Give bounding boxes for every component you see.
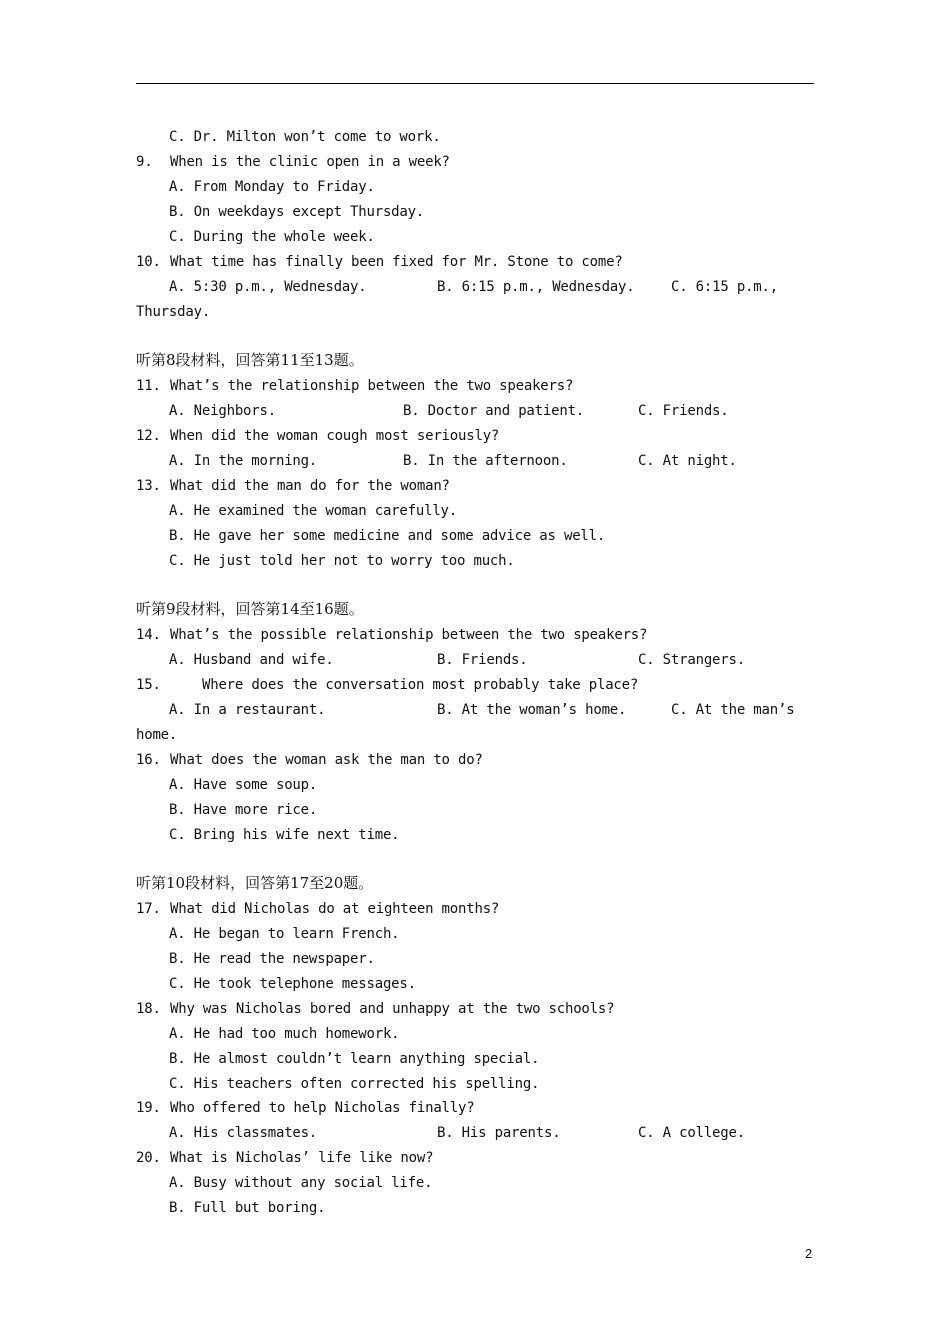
q14-option-b: B. Friends. bbox=[437, 652, 528, 668]
question-20 bbox=[136, 1146, 433, 1171]
question-number: 12. bbox=[136, 428, 161, 444]
q13-option-a: A. He examined the woman carefully. bbox=[169, 503, 458, 519]
question-number: 10. bbox=[136, 254, 161, 270]
q19-options bbox=[169, 1121, 814, 1146]
q15-option-b: B. At the woman’s home. bbox=[437, 702, 627, 718]
question-10 bbox=[136, 250, 623, 275]
q12-option-c: C. At night. bbox=[638, 453, 737, 469]
question-text: What did Nicholas do at eighteen months? bbox=[170, 901, 500, 917]
q11-options bbox=[169, 399, 814, 424]
q11-option-c: C. Friends. bbox=[638, 403, 729, 419]
q16-option-a: A. Have some soup. bbox=[169, 777, 318, 793]
question-number: 15. bbox=[136, 677, 161, 693]
question-text: What does the woman ask the man to do? bbox=[170, 752, 483, 768]
question-text: What is Nicholas’ life like now? bbox=[170, 1150, 434, 1166]
question-text: Why was Nicholas bored and unhappy at the two schools? bbox=[170, 1001, 615, 1017]
q9-option-a: A. From Monday to Friday. bbox=[169, 179, 375, 195]
question-number: 13. bbox=[136, 478, 161, 494]
q15-options bbox=[169, 698, 814, 723]
question-text: When did the woman cough most seriously? bbox=[170, 428, 500, 444]
q11-option-b: B. Doctor and patient. bbox=[403, 403, 585, 419]
header-rule bbox=[136, 83, 814, 84]
question-12 bbox=[136, 424, 499, 449]
q18-option-b: B. He almost couldn’t learn anything special. bbox=[169, 1051, 540, 1067]
q18-option-c: C. His teachers often corrected his spelling. bbox=[169, 1076, 540, 1092]
section-10-heading: 听第10段材料，回答第17至20题。 bbox=[136, 874, 374, 892]
q12-option-b: B. In the afternoon. bbox=[403, 453, 568, 469]
question-text: When is the clinic open in a week? bbox=[170, 154, 450, 170]
q10-option-b: B. 6:15 p.m., Wednesday. bbox=[437, 279, 635, 295]
q10-option-a: A. 5:30 p.m., Wednesday. bbox=[169, 279, 367, 295]
q18-option-a: A. He had too much homework. bbox=[169, 1026, 400, 1042]
section-9-heading: 听第9段材料，回答第14至16题。 bbox=[136, 600, 364, 618]
question-17 bbox=[136, 897, 499, 922]
q12-option-a: A. In the morning. bbox=[169, 453, 318, 469]
q13-option-b: B. He gave her some medicine and some advice as well. bbox=[169, 528, 606, 544]
q15-option-c-continued: home. bbox=[136, 727, 178, 743]
question-text: What’s the relationship between the two speakers? bbox=[170, 378, 574, 394]
q14-option-c: C. Strangers. bbox=[638, 652, 745, 668]
q14-option-a: A. Husband and wife. bbox=[169, 652, 334, 668]
question-19 bbox=[136, 1096, 474, 1121]
question-number: 14. bbox=[136, 627, 161, 643]
q16-option-c: C. Bring his wife next time. bbox=[169, 827, 400, 843]
q10-option-c-continued: Thursday. bbox=[136, 304, 211, 320]
q10-options bbox=[169, 275, 814, 300]
question-text: What time has finally been fixed for Mr. Stone to come? bbox=[170, 254, 623, 270]
question-14 bbox=[136, 623, 647, 648]
question-18 bbox=[136, 997, 614, 1022]
question-16 bbox=[136, 748, 483, 773]
question-text: Where does the conversation most probably take place? bbox=[202, 677, 639, 693]
question-number: 16. bbox=[136, 752, 161, 768]
q17-option-b: B. He read the newspaper. bbox=[169, 951, 375, 967]
page-number: 2 bbox=[805, 1246, 813, 1261]
question-number: 17. bbox=[136, 901, 161, 917]
q11-option-a: A. Neighbors. bbox=[169, 403, 276, 419]
q15-option-c: C. At the man’s bbox=[671, 702, 795, 718]
q19-option-b: B. His parents. bbox=[437, 1125, 561, 1141]
q17-option-c: C. He took telephone messages. bbox=[169, 976, 416, 992]
q15-option-a: A. In a restaurant. bbox=[169, 702, 326, 718]
q8-option-c: C. Dr. Milton won’t come to work. bbox=[169, 129, 441, 145]
q10-option-c: C. 6:15 p.m., bbox=[671, 279, 778, 295]
question-text: What did the man do for the woman? bbox=[170, 478, 450, 494]
q19-option-a: A. His classmates. bbox=[169, 1125, 318, 1141]
question-text: Who offered to help Nicholas finally? bbox=[170, 1100, 475, 1116]
q14-options bbox=[169, 648, 814, 673]
question-number: 20. bbox=[136, 1150, 161, 1166]
q20-option-a: A. Busy without any social life. bbox=[169, 1175, 433, 1191]
question-11 bbox=[136, 374, 573, 399]
q17-option-a: A. He began to learn French. bbox=[169, 926, 400, 942]
question-number: 11. bbox=[136, 378, 161, 394]
question-number: 9. bbox=[136, 154, 153, 170]
question-9 bbox=[136, 150, 450, 175]
q19-option-c: C. A college. bbox=[638, 1125, 745, 1141]
question-13 bbox=[136, 474, 450, 499]
question-text: What’s the possible relationship between the two speakers? bbox=[170, 627, 648, 643]
q20-option-b: B. Full but boring. bbox=[169, 1200, 326, 1216]
q12-options bbox=[169, 449, 814, 474]
q16-option-b: B. Have more rice. bbox=[169, 802, 318, 818]
q9-option-b: B. On weekdays except Thursday. bbox=[169, 204, 425, 220]
question-number: 19. bbox=[136, 1100, 161, 1116]
question-15 bbox=[136, 673, 638, 698]
q9-option-c: C. During the whole week. bbox=[169, 229, 375, 245]
section-8-heading: 听第8段材料，回答第11至13题。 bbox=[136, 351, 364, 369]
q13-option-c: C. He just told her not to worry too much. bbox=[169, 553, 515, 569]
question-number: 18. bbox=[136, 1001, 161, 1017]
